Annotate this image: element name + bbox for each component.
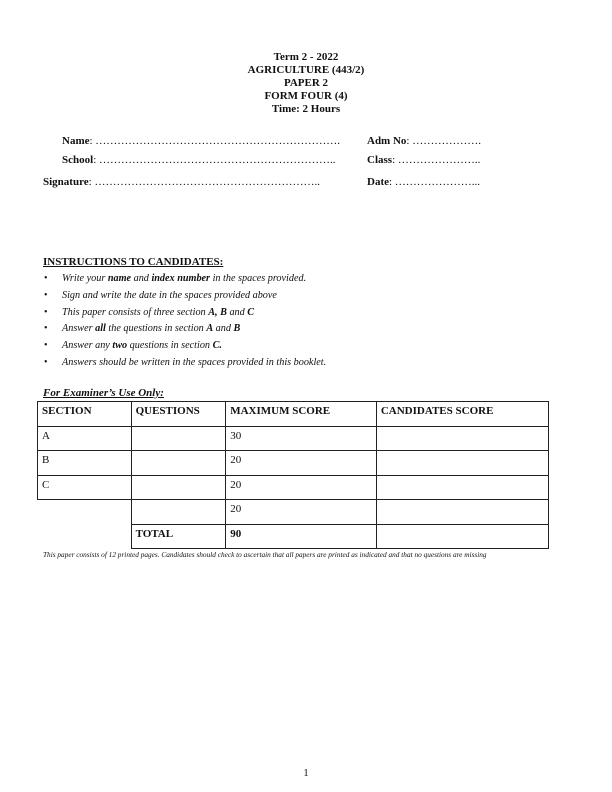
total-candidate-score-cell[interactable] — [376, 524, 548, 549]
questions-cell[interactable] — [131, 426, 226, 451]
date-row — [367, 176, 480, 189]
instructions-title: INSTRUCTIONS TO CANDIDATES: — [43, 256, 224, 268]
signature-label: Signature — [43, 176, 89, 188]
candidate-score-cell[interactable] — [376, 451, 548, 476]
signature-field[interactable]: : …………………………………………………….. — [88, 176, 320, 188]
signature-row — [43, 176, 320, 189]
section-cell: A — [38, 426, 132, 451]
questions-cell[interactable] — [131, 500, 226, 525]
term-line: Term 2 - 2022 — [273, 51, 339, 63]
questions-cell[interactable] — [131, 451, 226, 476]
name-label: Name — [62, 135, 90, 147]
section-cell — [38, 500, 132, 525]
paper-line: PAPER 2 — [283, 77, 329, 89]
page-number: 1 — [303, 767, 309, 779]
total-value: 90 — [226, 524, 377, 549]
paper-header — [0, 51, 612, 116]
time-line: Time: 2 Hours — [271, 103, 341, 115]
class-field[interactable]: : ………………….. — [392, 154, 481, 166]
header-candidates-score: CANDIDATES SCORE — [376, 402, 548, 427]
section-cell: C — [38, 475, 132, 500]
empty-cell — [38, 524, 132, 549]
form-line: FORM FOUR (4) — [264, 90, 348, 102]
max-score-cell: 30 — [226, 426, 377, 451]
footnote: This paper consists of 12 printed pages. Candidates should check to ascertain that all papers are printed as indicated and that no questions are missing — [43, 550, 487, 559]
adm-label: Adm No — [367, 135, 407, 147]
table-row — [38, 500, 549, 525]
header-section: SECTION — [38, 402, 132, 427]
section-cell: B — [38, 451, 132, 476]
instructions-list — [43, 271, 326, 372]
name-row — [62, 135, 340, 148]
instruction-item: • Sign and write the date in the spaces provided above — [43, 288, 326, 305]
name-field[interactable]: : …………………………………………………………. — [89, 135, 341, 147]
instruction-item: • Answers should be written in the spaces provided in this booklet. — [43, 355, 326, 372]
date-label: Date — [367, 176, 389, 188]
school-label: School — [62, 154, 94, 166]
header-questions: QUESTIONS — [131, 402, 226, 427]
total-label: TOTAL — [131, 524, 226, 549]
examiner-score-table — [37, 401, 549, 549]
class-label: Class — [367, 154, 393, 166]
candidate-score-cell[interactable] — [376, 500, 548, 525]
subject-line: AGRICULTURE (443/2) — [247, 64, 365, 76]
date-field[interactable]: : …………………... — [389, 176, 481, 188]
table-header-row — [38, 402, 549, 427]
instruction-item: • Answer any two questions in section C. — [43, 338, 326, 355]
instruction-item: • Answer all the questions in section A and B — [43, 321, 326, 338]
instruction-item: • Write your name and index number in the spaces provided. — [43, 271, 326, 288]
adm-field[interactable]: : ………………. — [406, 135, 481, 147]
table-row — [38, 475, 549, 500]
instruction-item: • This paper consists of three section A, B and C — [43, 305, 326, 322]
questions-cell[interactable] — [131, 475, 226, 500]
school-row — [62, 154, 336, 167]
header-max-score: MAXIMUM SCORE — [226, 402, 377, 427]
total-row — [38, 524, 549, 549]
table-row — [38, 451, 549, 476]
max-score-cell: 20 — [226, 475, 377, 500]
max-score-cell: 20 — [226, 500, 377, 525]
adm-row — [367, 135, 481, 148]
candidate-score-cell[interactable] — [376, 426, 548, 451]
class-row — [367, 154, 480, 167]
table-row — [38, 426, 549, 451]
examiner-title: For Examiner’s Use Only: — [43, 387, 164, 399]
school-field[interactable]: : ……………………………………………………….. — [93, 154, 336, 166]
candidate-score-cell[interactable] — [376, 475, 548, 500]
max-score-cell: 20 — [226, 451, 377, 476]
